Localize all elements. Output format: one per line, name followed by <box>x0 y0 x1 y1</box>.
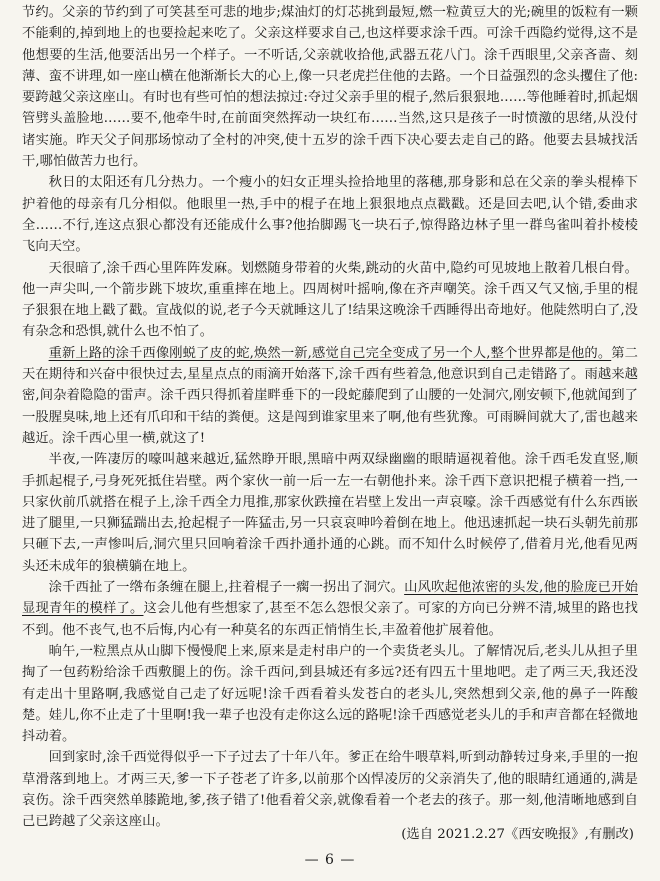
text-run: 第二天在期待和兴奋中很快过去,星星点点的雨滴开始落下,涂千西有些着急,他意识到自己走错路了。雨越来越密,间杂着隐隐的雷声。涂千西只得抓着崖畔垂下的一段蛇藤爬到了山腰的一处洞穴,刚安顿下,他就闻到了一股腥臭味,地上还有爪印和干结的粪便。这是闯到谁家里来了啊,他有些犹豫。可雨瞬间就大了,雷也越来越近。涂千西心里一横,就这了! <box>22 345 638 446</box>
paragraph <box>22 258 638 343</box>
paragraph <box>22 577 638 641</box>
story-text <box>22 2 638 833</box>
text-run: 半夜,一阵凄厉的嚎叫越来越近,猛然睁开眼,黑暗中两双绿幽幽的眼睛逼视着他。涂千西毛发直竖,顺手抓起棍子,弓身死死抵住岩壁。两个家伙一前一后一左一右朝他扑来。涂千西下意识把棍子横着一挡,一只家伙前爪就搭在棍子上,涂千西全力甩推,那家伙跌撞在岩壁上发出一声哀嚎。涂千西感觉有什么东西嵌进了腿里,一只狮猛踹出去,抢起棍子一阵猛击,另一只哀哀呻吟着倒在地上。他迅速抓起一块石头朝先前那只砸下去,一声惨叫后,洞穴里只回响着涂千西扑通扑通的心跳。而不知什么时候停了,借着月光,他看见两头还未成年的狼横躺在地上。 <box>22 452 638 574</box>
paragraph <box>22 172 638 257</box>
paragraph <box>22 343 638 449</box>
text-run: 这会儿他有些想家了,甚至不怎么怨恨父亲了。可家的方向已分辨不清,城里的路也找不到。他不丧气,也不后悔,内心有一种莫名的东西正悄悄生长,丰盈着他扩展着他。 <box>22 601 639 638</box>
paragraph <box>22 449 638 577</box>
page-number: — 6 — <box>304 852 356 868</box>
paragraph <box>22 747 638 832</box>
text-run: 天很暗了,涂千西心里阵阵发麻。划燃随身带着的火柴,跳动的火苗中,隐约可见坡地上散着几根白骨。他一声尖叫,一个箭步跳下坡坎,重重摔在地上。四周树叶摇响,像在齐声嘲笑。涂千西又气又恼,手里的棍子狠狠在地上戳了戳。宣战似的说,老子今天就睡这儿了!结果这晚涂千西睡得出奇地好。他陡然明白了,没有杂念和恐惧,就什么也不怕了。 <box>22 260 638 340</box>
text-run: 涂千西扯了一绺布条缠在腿上,拄着棍子一瘸一拐出了洞穴。 <box>48 580 405 596</box>
source-citation: (选自 2021.2.27《西安晚报》,有删改) <box>401 827 634 842</box>
text-run: 秋日的太阳还有几分热力。一个瘦小的妇女正埋头捡拾地里的落穗,那身影和总在父亲的拳头棍棒下护着他的母亲有几分相似。他眼里一热,手中的棍子在地上狠狠地点点戳戳。还是回去吧,认个错,委曲求全……不行,连这点狠心都没有还能成什么事?他抬脚踢飞一块石子,惊得路边林子里一群鸟雀叫着扑棱棱飞向天空。 <box>22 175 638 255</box>
text-run: 回到家时,涂千西觉得似乎一下子过去了十年八年。爹正在给牛喂草料,听到动静转过身来,手里的一抱草滑落到地上。才两三天,爹一下子苍老了许多,以前那个凶悍凌厉的父亲消失了,他的眼睛红通通的,满是哀伤。涂千西突然单膝跪地,爹,孩子错了!他看着父亲,就像看着一个老去的孩子。那一刻,他清晰地感到自己已跨越了父亲这座山。 <box>22 750 638 830</box>
text-run: 晌午,一粒黑点从山脚下慢慢爬上来,原来是走村串户的一个卖货老头儿。了解情况后,老头儿从担子里掏了一包药粉给涂千西敷腿上的伤。涂千西问,到县城还有多远?还有四五十里地吧。走了两三天,我还没有走出十里路啊,我感觉自己走了好远呢!涂千西看着头发苍白的老头儿,突然想到父亲,他的鼻子一阵酸楚。娃儿,你不止走了十里啊!我一辈子也没有走你这么远的路呢!涂千西感觉老头儿的手和声音都在轻微地抖动着。 <box>22 643 638 745</box>
text-run: 节约。父亲的节约到了可笑甚至可悲的地步;煤油灯的灯芯挑到最短,燃一粒黄豆大的光;碗里的饭粒有一颗不能剩的,掉到地上的也要捡起来吃了。父亲这样要求自己,也这样要求涂千西。可涂千西隐约觉得,这不是他想要的生活,他要活出另一个样子。一不听话,父亲就收拾他,武器五花八门。涂千西眼里,父亲吝啬、刻薄、蛮不讲理,如一座山横在他渐渐长大的心上,像一只老虎拦住他的去路。一个日益强烈的念头攫住了他:要跨越父亲这座山。有时也有些可怕的想法掠过:夺过父亲手里的棍子,然后狠狠地……等他睡着时,抓起烟管劈头盖脸地……要不,他牵牛时,在前面突然挥动一块红布……当然,这只是孩子一时愤激的思绪,从没付诸实施。昨天父子间那场惊动了全村的冲突,使十五岁的涂千西下决心要去走自己的路。他要去县城找活干,哪怕做苦力也行。 <box>22 5 638 170</box>
paragraph <box>22 2 638 172</box>
underlined-sentence: 山风吹起他浓密的头发,他的脸庞已开始显现青年的模样了。 <box>22 580 638 617</box>
paragraph <box>22 641 638 747</box>
underlined-sentence: 重新上路的涂千西像刚蜕了皮的蛇,焕然一新,感觉自己完全变成了另一个人,整个世界都是他的。 <box>48 345 612 361</box>
